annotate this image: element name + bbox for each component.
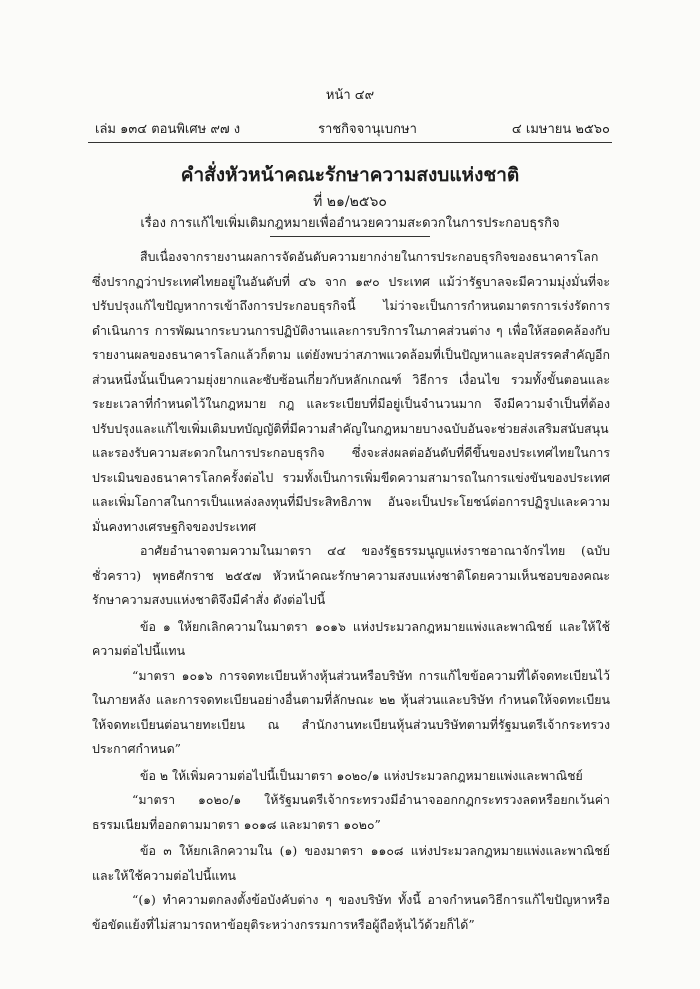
paragraph-clause-1: ข้อ ๑ ให้ยกเลิกความในมาตรา ๑๐๑๖ แห่งประมวลกฎหมายแพ่งและพาณิชย์ และให้ใช้ความต่อไปนี้แทน (92, 618, 610, 658)
page-number: หน้า ๔๙ (325, 88, 375, 103)
paragraph-section-1020-1: “มาตรา ๑๐๒๐/๑ ให้รัฐมนตรีเจ้ากระทรวงมีอำนาจออกกฎกระทรวงลดหรือยกเว้นค่าธรรมเนียมที่ออกตามมาตรา ๑๐๑๘ และมาตรา ๑๐๒๐” (92, 792, 610, 832)
volume-issue: เล่ม ๑๓๔ ตอนพิเศษ ๙๗ ง (95, 122, 241, 137)
document-subject: เรื่อง การแก้ไขเพิ่มเติมกฎหมายเพื่ออำนวยความสะดวกในการประกอบธุรกิจ (140, 216, 560, 231)
paragraph-section-1016: “มาตรา ๑๐๑๖ การจดทะเบียนห้างหุ้นส่วนหรือบริษัท การแก้ไขข้อความที่ได้จดทะเบียนไว้ในภายหลัง และการจดทะเบียนอย่างอื่นตามที่ลักษณะ ๒๒ หุ้นส่วนและบริษัท กำหนดให้จดทะเบียน ให้จดทะเบียนต่อนายทะเบียน ณ สำนักงานทะเบียนหุ้นส่วนบริษัทตามที่รัฐมนตรีเจ้ากระทรวงประกาศกำหนด” (92, 667, 610, 756)
paragraph-clause-2: ข้อ ๒ ให้เพิ่มความต่อไปนี้เป็นมาตรา ๑๐๒๐/๑ แห่งประมวลกฎหมายแพ่งและพาณิชย์ (140, 767, 583, 783)
paragraph-preamble: สืบเนื่องจากรายงานผลการจัดอันดับความยากง่ายในการประกอบธุรกิจของธนาคารโลก ซึ่งปรากฏว่าประเทศไทยอยู่ในอันดับที่ ๔๖ จาก ๑๙๐ ประเทศ แม้ว่ารัฐบาลจะมีความมุ่งมั่นที่จะปรับปรุงแก้ไขปัญหาการเข้าถึงการประกอบธุรกิจนี้ ไม่ว่าจะเป็นการกำหนดมาตรการเร่งรัดการดำเนินการ การพัฒนากระบวนการปฏิบัติงานและการบริการในภาคส่วนต่าง ๆ เพื่อให้สอดคล้องกับรายงานผลของธนาคารโลกแล้วก็ตาม แต่ยังพบว่าสภาพแวดล้อมที่เป็นปัญหาและอุปสรรคสำคัญอีกส่วนหนึ่งนั้นเป็นความยุ่งยากและซับซ้อนเกี่ยวกับหลักเกณฑ์ วิธีการ เงื่อนไข รวมทั้งขั้นตอนและระยะเวลาที่กำหนดไว้ในกฎหมาย กฎ และระเบียบที่มีอยู่เป็นจำนวนมาก จึงมีความจำเป็นที่ต้องปรับปรุงและแก้ไขเพิ่มเติมบทบัญญัติที่มีความสำคัญในกฎหมายบางฉบับอันจะช่วยส่งเสริมสนับสนุนและรองรับความสะดวกในการประกอบธุรกิจ ซึ่งจะส่งผลต่ออันดับที่ดีขึ้นของประเทศไทยในการประเมินของธนาคารโลกครั้งต่อไป รวมทั้งเป็นการเพิ่มขีดความสามารถในการแข่งขันของประเทศและเพิ่มโอกาสในการเป็นแหล่งลงทุนที่มีประสิทธิภาพ อันจะเป็นประโยชน์ต่อการปฏิรูปและความมั่นคงทางเศรษฐกิจของประเทศ (92, 249, 610, 534)
gazette-header (95, 118, 610, 139)
document-body (92, 245, 610, 937)
paragraph-section-1108-1: “(๑) ทำความตกลงตั้งข้อบังคับต่าง ๆ ของบริษัท ทั้งนี้ อาจกำหนดวิธีการแก้ไขปัญหาหรือข้อขัดแย้งที่ไม่สามารถหาข้อยุติระหว่างกรรมการหรือผู้ถือหุ้นไว้ด้วยก็ได้” (92, 892, 610, 932)
paragraph-authority: อาศัยอำนาจตามความในมาตรา ๔๔ ของรัฐธรรมนูญแห่งราชอาณาจักรไทย (ฉบับชั่วคราว) พุทธศักราช ๒๕๕๗ หัวหน้าคณะรักษาความสงบแห่งชาติโดยความเห็นชอบของคณะรักษาความสงบแห่งชาติจึงมีคำสั่ง ดังต่อไปนี้ (92, 543, 610, 607)
publication-date: ๔ เมษายน ๒๕๖๐ (511, 122, 610, 137)
paragraph-clause-3: ข้อ ๓ ให้ยกเลิกความใน (๑) ของมาตรา ๑๑๐๘ แห่งประมวลกฎหมายแพ่งและพาณิชย์ และให้ใช้ความต่อไปนี้แทน (92, 843, 610, 883)
subject-divider (270, 236, 430, 237)
gazette-name: ราชกิจจานุเบกษา (318, 122, 417, 137)
document-title: คำสั่งหัวหน้าคณะรักษาความสงบแห่งชาติ (180, 164, 520, 186)
header-divider (88, 142, 612, 143)
order-number: ที่ ๒๑/๒๕๖๐ (313, 194, 387, 210)
